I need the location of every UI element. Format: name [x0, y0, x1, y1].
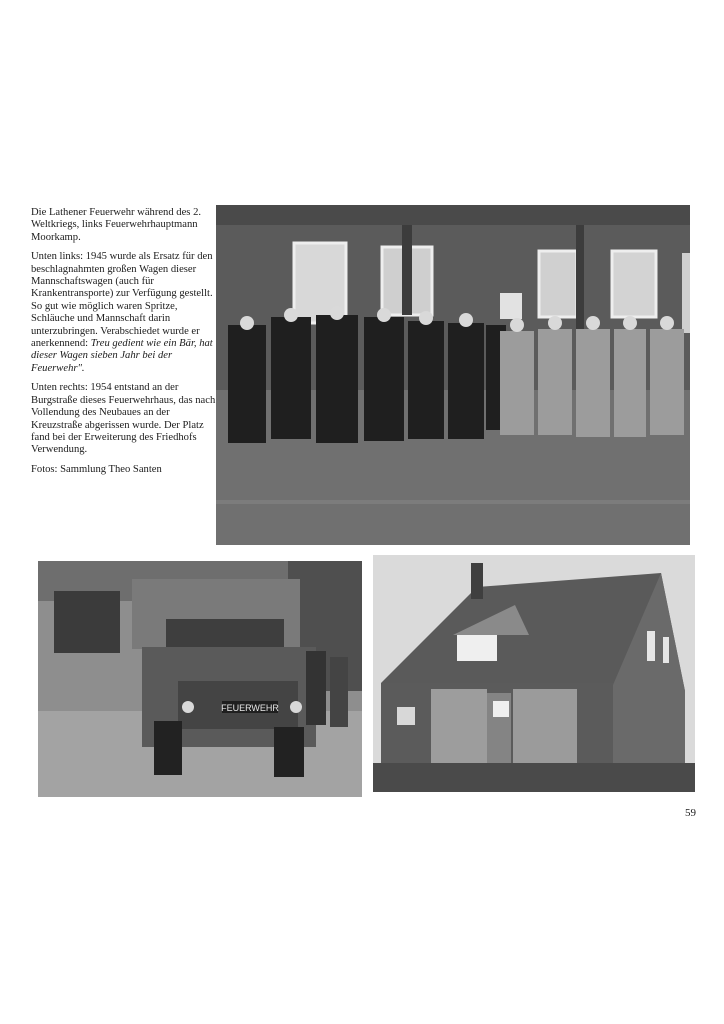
photo-fire-truck	[38, 561, 362, 797]
caption-top: Die Lathener Feuerwehr während des 2. Weltkriegs, links Feuerwehrhauptmann Moorkamp.	[31, 207, 202, 243]
photo-fire-brigade-group	[216, 205, 690, 545]
caption-bottom-right: Unten rechts: 1954 entstand an der Burgstraße dieses Feuerwehrhaus, das nach Vollendung des Neubaues an der Kreuzstraße abgerissen wurde. Der Platz fand bei der Erweiterung des Friedhofs Verwendung.	[31, 382, 216, 456]
page-number: 59	[685, 807, 696, 819]
truck-sign: FEUERWEHR	[221, 703, 279, 713]
caption-bottom-left-text: Unten links: 1945 wurde als Ersatz für den beschlagnahmten großen Wagen dieser Mannschaftswagen (auch für Krankentransporte) zur Verfügung gestellt. So gut wie möglich waren Spritze, Schläuche und Mannschaft darin unterzubringen. Verabschiedet wurde er anerkennend:	[31, 251, 213, 350]
caption-bottom-left	[31, 251, 217, 375]
photo-fire-station-house	[373, 555, 695, 792]
photo-credit: Fotos: Sammlung Theo Santen	[31, 463, 162, 475]
caption-quote: Treu gedient wie ein Bär, hat dieser Wagen sieben Jahr bei der Feuerwehr".	[31, 338, 213, 374]
caption-block	[31, 207, 217, 483]
